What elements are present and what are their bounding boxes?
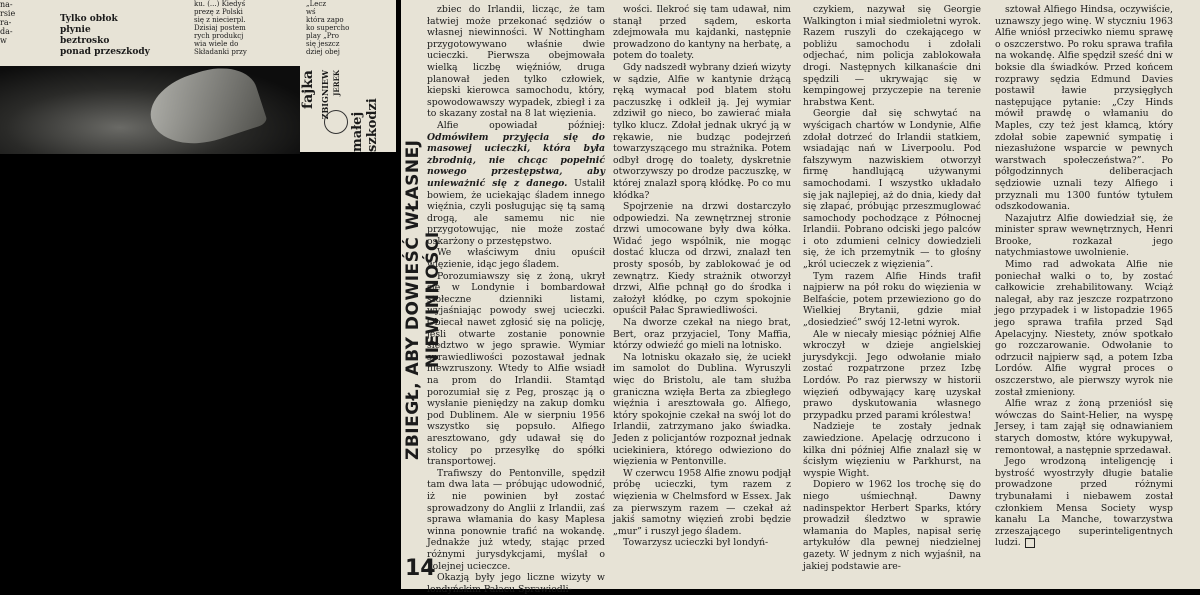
article-column-1 (427, 4, 605, 595)
poem-fragment: Tylko obłok płynie beztrosko ponad przeszkody (60, 14, 150, 57)
paragraph: We właściwym dniu opuścił więzienie, idąc jego śladem. (427, 247, 605, 271)
article-column-2 (613, 4, 791, 584)
fraszka-title: małej szkodzi (350, 98, 380, 152)
paragraph: Alfie wraz z żoną przeniósł się wówczas do Saint-Helier, na wyspę Jersey, i tam zajął się odnawianiem starych domostw, które wykupywał, remontował, a następnie sprzedawał. (995, 398, 1173, 456)
fraszka-label: fajka (300, 70, 316, 109)
article-title: ZBIEGŁ, ABY DOWIEŚĆ WŁASNEJ NIEWINNOŚCI (403, 139, 443, 461)
paragraph: czykiem, nazywał się Georgie Walkington i miał siedmioletni wyrok. Razem ruszyli do czekającego w pobliżu samochodu i zdołali odjechać, nim policja zablokowała drogi. Następnych kilkanaście dni spędzili — ukrywając się w kempingowej przyczepie na terenie hrabstwa Kent. (803, 4, 981, 108)
paragraph: Dopiero w 1962 los trochę się do niego uśmiechnął. Dawny nadinspektor Herbert Sparks, który prowadził śledztwo w sprawie włamania do Maples, napisał serię artykułów dla pewnej niedzielnej gazety. W jednym z nich wyjaśnił, na jakiej podstawie are- (803, 479, 981, 572)
paragraph: Trafiwszy do Pentonville, spędził tam dwa lata — próbując udowodnić, iż nie powinien był zostać sprowadzony do Anglii z Irlandii, zaś sprawa włamania do kasy Maplesa winna ponownie trafić na wokandę. Jednakże już wtedy, stając przed różnymi jurysdykcjami, myślał o kolejnej ucieczce. (427, 467, 605, 572)
left-page-fragment (0, 0, 396, 152)
right-column-fragment: „Lecz wś która zapo ko supercho play „Pro się jeszcz dziej obej (306, 0, 350, 56)
fraszka-header (298, 66, 380, 152)
paragraph: Okazją były jego liczne wizyty w londyńskim Pałacu Sprawiedli- (427, 572, 605, 595)
paragraph: Ale w niecały miesiąc później Alfie wkroczył w dzieje angielskiej jurysdykcji. Jego odwołanie miało zostać rozpatrzone przez Izbę Lordów. Po raz pierwszy w historii więzień odbywający karę uzyskał prawo dyskutowania własnego przypadku przed parami królestwa! (803, 328, 981, 421)
paragraph: wości. Ilekroć się tam udawał, nim stanął przed sądem, eskorta zdejmowała mu kajdanki, następnie prowadzono do kantyny na herbatę, a potem do toalety. (613, 4, 791, 62)
left-column-fragment: ku. (...) Kiedyś prezę z Polski się z niecierpl. Dzisiaj postem rych produkcj wia wiele do Składanki przy (194, 0, 247, 56)
page-number: 14 (405, 556, 436, 581)
left-text-fragment: na- rsie ra- da- w (0, 0, 16, 45)
paragraph: Alfie opowiadał później: Odmówiłem przyjęcia się do masowej ucieczki, która była zbrodnią, nie chcąc popełnić nowego przestępstwa, aby unieważnić się z danego. Ustalił bowiem, że uciekając śladem innego więźnia, czyli posługując się tą samą drogą, ale samemu nic nie przygotowując, nie może zostać oskarżony o przestępstwo. (427, 119, 605, 247)
wing-shape (142, 57, 268, 158)
paragraph: sztował Alfiego Hindsa, oczywiście, uznawszy jego winę. W styczniu 1963 Alfie wniósł przeciwko niemu sprawę o oszczerstwo. Po roku sprawa trafiła na wokandę. Alfie spędził sześć dni w boksie dla świadków. Przed końcem rozprawy sędzia Edmund Davies postawił ławie przysięgłych następujące pytanie: „Czy Hinds mówił prawdę o włamaniu do Maples, czy też jest kłamcą, który zdołał sobie zapewnić sympatię i niezasłużone wsparcie w pewnych warstwach społeczeństwa?”. Po półgodzinnych deliberacjach sędziowie uznali tezy Alfiego i przyznali mu 1300 funtów tytułem odszkodowania. (995, 4, 1173, 213)
article-column-3 (803, 4, 981, 584)
article-column-4 (995, 4, 1173, 584)
paragraph: Porozumiawszy się z żoną, ukrył się w Londynie i bombardował stołeczne dzienniki listami, wyjaśniając powody swej ucieczki. Obiecał nawet zgłosić się na policję, jeśli otwarte zostanie ponownie śledztwo w jego sprawie. Wymiar sprawiedliwości pozostawał jednak niewzruszony. Wtedy to Alfie wsiadł na prom do Irlandii. Stamtąd porozumiał się z Peg, prosząc ją o wysłanie pieniędzy na zakup domku pod Dublinem. Ale w sierpniu 1956 wszystko się popsuło. Alfiego aresztowano, gdy udawał się do stolicy po przesyłkę do spółki transportowej. (427, 270, 605, 468)
paragraph: Nazajutrz Alfie dowiedział się, że minister spraw wewnętrznych, Henri Brooke, rozkazał jego natychmiastowe uwolnienie. (995, 212, 1173, 259)
paragraph: Na lotnisku okazało się, że uciekł im samolot do Dublina. Wyruszyli więc do Bristolu, ale tam służba graniczna wzięła Berta za zbiegłego więźnia i aresztowała go. Alfiego, który spokojnie czekał na swój lot do Irlandii, zatrzymano jako świadka. Jeden z policjantów rozpoznał jednak uciekiniera, którego odwieziono do więzienia w Pentonville. (613, 351, 791, 468)
paragraph: Jego wrodzoną inteligencję i bystrość wyostrzyły długie batalie prowadzone przed różnymi trybunałami i niebawem został członkiem Mensa Society wysp kanału La Manche, towarzystwa zrzeszającego superinteligentnych ludzi. (995, 456, 1173, 549)
paragraph: W czerwcu 1958 Alfie znowu podjął próbę ucieczki, tym razem z więzienia w Chelmsford w Essex. Jak za pierwszym razem — czekał aż jakiś samotny więzień zrobi będzie „mur” i ruszył jego śladem. (613, 467, 791, 537)
end-of-article-icon (1025, 538, 1035, 548)
paragraph: zbiec do Irlandii, licząc, że tam łatwiej może przekonać sędziów o własnej niewinności. W Nottingham przygotowywano właśnie dwie ucieczki. Pierwsza obejmowała wielką liczbę więźniów, druga planował jeden tylko człowiek, kiepski kierowca samochodu, który, spowodowawszy wypadek, zbiegł i za to skazany został na 8 lat więzienia. (427, 4, 605, 120)
paragraph: Mimo rad adwokata Alfie nie poniechał walki o to, by zostać całkowicie zrehabilitowany. Wciąż nalegał, aby raz jeszcze rozpatrzono jego przypadek i w listopadzie 1965 jego sprawa trafiła przed Sąd Apelacyjny. Niestety, znów spotkało go rozczarowanie. Odwołanie to odrzucił najpierw sąd, a potem Izba Lordów. Alfie wygrał proces o oszczerstwo, ale pierwszy wyrok nie został zmieniony. (995, 259, 1173, 398)
bird-photo (0, 66, 300, 154)
author-last-name: JEREK (332, 70, 341, 96)
paragraph: Towarzysz ucieczki był londyń- (623, 537, 769, 549)
paragraph: Nadzieje te zostały jednak zawiedzione. Apelację odrzucono i kilka dni później Alfie znalazł się w ścisłym więzieniu w Parkhurst, na wyspie Wight. (803, 421, 981, 479)
paragraph: Na dworze czekał na niego brat, Bert, oraz przyjaciel, Tony Maffia, którzy odwieźć go mieli na lotnisko. (613, 317, 791, 352)
paragraph: Gdy nadszedł wybrany dzień wizyty w sądzie, Alfie w kantynie drżącą ręką wymacał pod blatem stołu paczuszkę i odkleił ją. Jej wymiar zdziwił go nieco, bo zawierać miała tylko klucz. Zdołał jednak ukryć ją w rękawie, nie budząc podejrzeń towarzyszącego mu strażnika. Potem odbył drogę do toalety, dyskretnie otworzywszy po drodze paczuszkę, w której znalazł sporą kłódkę. Po co mu kłódka? (613, 61, 791, 201)
italic-quote: Odmówiłem przyjęcia się do masowej ucieczki, która była zbrodnią, nie chcąc popełnić nowego przestępstwa, aby unieważnić się z danego. (427, 131, 605, 189)
paragraph: Tym razem Alfie Hinds trafił najpierw na pół roku do więzienia w Belfaście, potem przewieziono go do Wielkiej Brytanii, gdzie miał „dosiedzieć” swój 12-letni wyrok. (803, 270, 981, 329)
mascot-icon (324, 110, 348, 134)
author-first-name: ZBIGNIEW (320, 70, 330, 120)
article-page (401, 0, 1200, 595)
paragraph: Georgie dał się schwytać na wyścigach chartów w Londynie, Alfie zdołał dotrzeć do Irlandii statkiem, wsiadając nań w Liverpoolu. Pod fałszywym nazwiskiem otworzył firmę handlującą używanymi samochodami. I wszystko układało się jak najlepiej, aż do dnia, kiedy dał się złapać, próbując przeszmuglować samochody pochodzące z Północnej Irlandii. Pobrano odciski jego palców i oto zdumieni celnicy dowiedzieli się, że ich przemytnik — to głośny „król ucieczek z więzienia”. (803, 108, 981, 271)
paragraph: Spojrzenie na drzwi dostarczyło odpowiedzi. Na zewnętrznej stronie drzwi umocowane były dwa kółka. Widać jego wspólnik, nie mogąc dostać klucza od drzwi, znalazł ten prosty sposób, by zablokować je od zewnątrz. Kiedy strażnik otworzył drzwi, Alfie pchnął go do środka i założył kłódkę, po czym spokojnie opuścił Pałac Sprawiedliwości. (613, 201, 791, 317)
